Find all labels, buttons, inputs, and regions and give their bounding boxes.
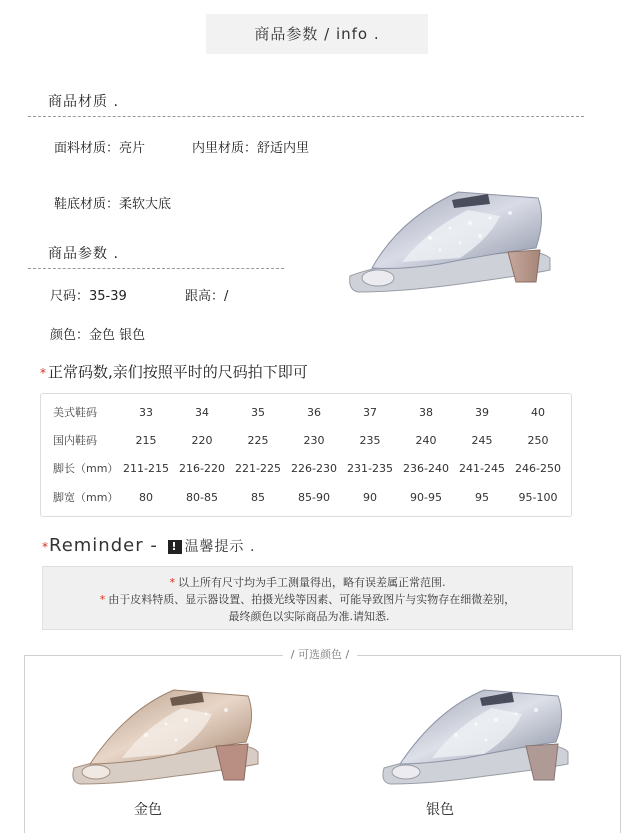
- size-range: 尺码：35-39: [50, 289, 127, 304]
- row-header: 国内鞋码: [53, 434, 97, 447]
- notice-star: *: [40, 366, 46, 380]
- page-header: 商品参数 / info .: [206, 14, 428, 54]
- table-cell: 211-215: [123, 462, 169, 475]
- size-notice: [40, 361, 308, 382]
- material-divider: [28, 116, 584, 117]
- color-name-silver: 银色: [426, 802, 454, 818]
- reminder-line-star: *: [99, 593, 106, 606]
- table-cell: 220: [191, 434, 213, 447]
- reminder-box: [42, 566, 573, 630]
- reminder-line-text: 以上所有尺寸均为手工测量得出，略有误差属正常范围.: [178, 576, 446, 589]
- table-cell: 39: [475, 406, 489, 419]
- table-row: [41, 426, 571, 456]
- reminder-title: Reminder -: [49, 535, 165, 556]
- table-cell: 33: [139, 406, 153, 419]
- table-cell: 38: [419, 406, 433, 419]
- table-cell: 85: [251, 491, 265, 504]
- color-options: 颜色：金色 银色: [50, 328, 146, 343]
- reminder-line: [43, 608, 572, 625]
- table-cell: 216-220: [179, 462, 225, 475]
- params-title: 商品参数 .: [48, 246, 119, 262]
- table-cell: 37: [363, 406, 377, 419]
- table-row: [41, 483, 571, 513]
- color-section-label: / 可选颜色 /: [283, 646, 357, 662]
- table-cell: 95: [475, 491, 489, 504]
- row-header: 脚长（mm）: [53, 462, 119, 475]
- table-cell: 40: [531, 406, 545, 419]
- table-cell: 35: [251, 406, 265, 419]
- table-cell: 95-100: [518, 491, 558, 504]
- table-cell: 36: [307, 406, 321, 419]
- table-cell: 34: [195, 406, 209, 419]
- lining-material: 内里材质：舒适内里: [192, 141, 310, 156]
- reminder-heading: [42, 535, 255, 556]
- table-cell: 90-95: [410, 491, 442, 504]
- notice-text: 正常码数,亲们按照平时的尺码拍下即可: [48, 363, 308, 381]
- table-row: [41, 398, 571, 428]
- table-cell: 240: [415, 434, 437, 447]
- product-shoe-image: [340, 178, 572, 300]
- sole-material: 鞋底材质：柔软大底: [54, 197, 172, 212]
- table-cell: 230: [303, 434, 325, 447]
- table-cell: 246-250: [515, 462, 561, 475]
- table-cell: 215: [135, 434, 157, 447]
- row-header: 脚宽（mm）: [53, 491, 119, 504]
- reminder-line: [43, 574, 572, 591]
- reminder-line-star: *: [169, 576, 175, 589]
- upper-material: 面料材质：亮片: [54, 141, 146, 156]
- table-cell: 235: [359, 434, 381, 447]
- table-cell: 226-230: [291, 462, 337, 475]
- silver-shoe-image: [376, 680, 586, 792]
- reminder-line-text: 最终颜色以实际商品为准.请知悉.: [228, 610, 390, 623]
- params-divider: [28, 268, 284, 269]
- table-cell: 85-90: [298, 491, 330, 504]
- warning-icon: !: [168, 540, 182, 554]
- size-chart-table: [40, 393, 572, 517]
- table-cell: 80-85: [186, 491, 218, 504]
- table-cell: 225: [247, 434, 269, 447]
- table-row: [41, 454, 571, 484]
- reminder-line-text: 由于皮料特质、显示器设置、拍摄光线等因素、可能导致图片与实物存在细微差别，: [108, 593, 516, 606]
- table-cell: 236-240: [403, 462, 449, 475]
- table-cell: 241-245: [459, 462, 505, 475]
- row-header: 美式鞋码: [53, 406, 97, 419]
- table-cell: 221-225: [235, 462, 281, 475]
- table-cell: 90: [363, 491, 377, 504]
- table-cell: 80: [139, 491, 153, 504]
- reminder-star: *: [42, 540, 49, 554]
- reminder-cn-title: 温馨提示 .: [184, 539, 256, 555]
- heel-height: 跟高：/: [185, 289, 229, 304]
- reminder-line: [43, 591, 572, 608]
- table-cell: 250: [527, 434, 549, 447]
- color-name-gold: 金色: [134, 802, 162, 818]
- table-cell: 231-235: [347, 462, 393, 475]
- gold-shoe-image: [66, 680, 276, 792]
- material-title: 商品材质 .: [48, 94, 119, 110]
- table-cell: 245: [471, 434, 493, 447]
